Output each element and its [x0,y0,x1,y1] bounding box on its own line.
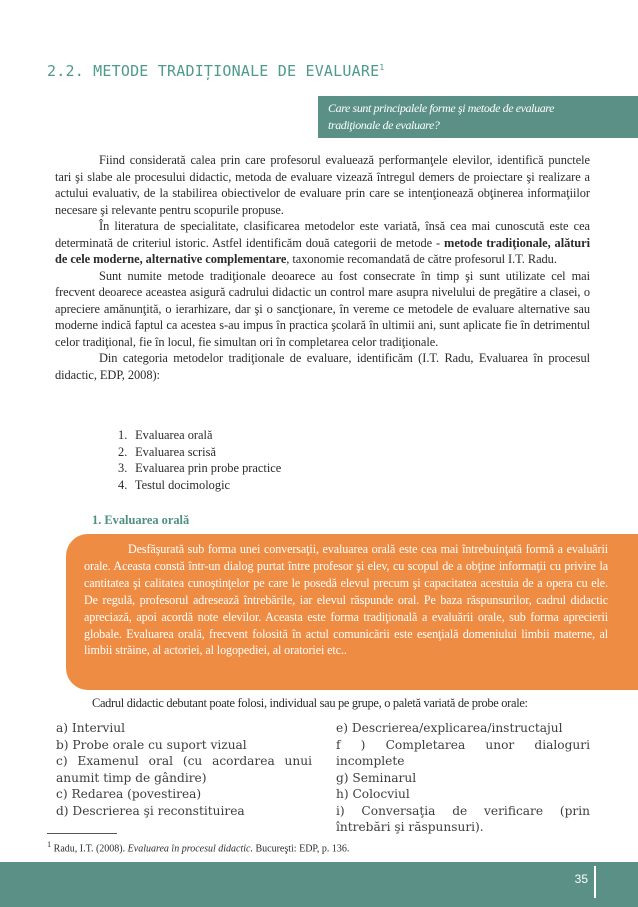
subsection-heading: 1. Evaluarea orală [92,513,190,527]
list-item-text: Evaluarea prin probe practice [135,461,282,475]
list-item-text: Evaluarea scrisă [135,444,216,459]
list-item: c) Examenul oral (cu acordarea unui anumit timp de gândire) [56,754,312,785]
oral-tests-intro: Cadrul didactic debutant poate folosi, individual sau pe grupe, o paletă variată de probe orale: [92,696,528,710]
classification-emphasis: metode tradiţionale, alături de cele moderne, alternative complementare [55,235,590,266]
classification-text-start: În literatura de specialitate, clasificarea metodelor este variată, însă cea mai cunoscută este cea determinată de criteriul istoric. Astfel identificăm două categorii de metode - [55,219,590,250]
oral-tests-list-right [336,720,590,836]
list-item: i) Conversaţia de verificare (prin întrebări şi răspunsuri). [336,803,590,834]
list-item-text: Testul docimologic [134,477,231,492]
oral-tests-list-left [56,720,312,819]
section-heading [47,62,384,80]
footnote-reference[interactable]: 1 [379,63,385,72]
footnote-mark: 1 [47,840,52,849]
guiding-question-box [318,96,638,138]
paragraph-definition: Fiind considerată calea prin care profesorul evaluează performanţele elevilor, identifică punctele tari şi slabe ale procesului didactic, metoda de evaluare vizează întregul demers de proiectare şi realizare a actului evaluativ, de la stabilirea obiectivelor de evaluare prin care se intenţionează obţinerea informaţiilor necesare şi relevante pentru scopurile propuse. [55,153,590,217]
list-item: b) Probe orale cu suport vizual [56,737,247,752]
list-item: d) Descrierea şi reconstituirea [56,803,245,818]
list-item: h) Colocviul [336,787,410,801]
list-item [118,477,281,494]
page-number-divider [594,866,596,898]
section-heading-text: 2.2. METODE TRADIȚIONALE DE EVALUARE [47,62,380,80]
list-item: e) Descrierea/explicarea/instructajul [336,721,563,735]
footnote-book-title: Evaluarea în procesul didactic. [127,843,253,855]
list-item: f ) Completarea unor dialoguri incomplete [336,737,590,768]
footnote-text-start: Radu, I.T. (2008). [51,843,128,855]
page-footer [0,862,638,907]
oral-evaluation-highlight-box [66,534,638,690]
oral-evaluation-description: Desfăşurată sub forma unei conversaţii, evaluarea orală este cea mai întrebuinţată formă a evaluării orale. Aceasta constă într-un dialog purtat între profesor şi elev, cu scopul de a obţine informaţii cu privire la cantitatea şi calitatea cunoştinţelor pe care le posedă elevul precum şi capacitatea acestuia de a opera cu ele. De regulă, profesorul adresează întrebările, iar elevul răspunde oral. Pe baza răspunsurilor, cadrul didactic apreciază, apoi acordă note elevilor. Aceasta este forma tradiţională a evaluării orale, sub forma aprecierii globale. Evaluarea orală, frecvent folosită în actul comunicării este esenţială domeniului limbii materne, al limbii străine, al actoriei, al logopediei, al oratoriei etc.. [84,542,608,658]
list-item [118,444,281,461]
paragraph-category-intro: Din categoria metodelor tradiţionale de evaluare, identificăm (I.T. Radu, Evaluarea în procesul didactic, EDP, 2008): [55,351,590,382]
methods-list [118,427,281,493]
guiding-question-line-2: tradiţionale de evaluare? [328,118,440,132]
list-item-number: 4. [118,477,128,492]
footnote [47,840,349,854]
list-item: a) Interviul [56,721,126,735]
footnote-text-end: Bucureşti: EDP, p. 136. [252,843,350,855]
list-item-text: Evaluarea orală [135,428,213,442]
list-item [118,427,281,444]
guiding-question-line-1: Care sunt principalele forme şi metode de evaluare [328,101,555,115]
footnote-divider [47,833,117,834]
list-item-number: 3. [118,461,128,475]
list-item-number: 1. [118,428,128,442]
list-item: g) Seminarul [336,770,417,785]
list-item [118,460,281,477]
list-item-number: 2. [118,444,128,459]
paragraph-classification [55,218,590,268]
paragraph-traditional-methods: Sunt numite metode tradiţionale deoarece au fost consecrate în timp şi sunt utilizate cel mai frecvent deoarece aceastea asigură cadrului didactic un control mare asupra nivelului de pregătire a clasei, o apreciere amănunţită, o ierarhizare, dar şi o sancţionare, în vereme ce metodele de evaluare alternative sau moderne indică faptul ca acestea s-au impus în practica şcolară în ultimii ani, sunt aplicate fie în detrimentul celor tradiţional, fie în locul, fie simultan ori în completarea celor tradiţionale. [55,268,590,349]
classification-text-end: , taxonomie recomandată de către profesorul I.T. Radu. [286,252,557,266]
body-text [55,152,590,383]
page-number: 35 [574,872,588,886]
list-item: c) Redarea (povestirea) [56,787,202,801]
